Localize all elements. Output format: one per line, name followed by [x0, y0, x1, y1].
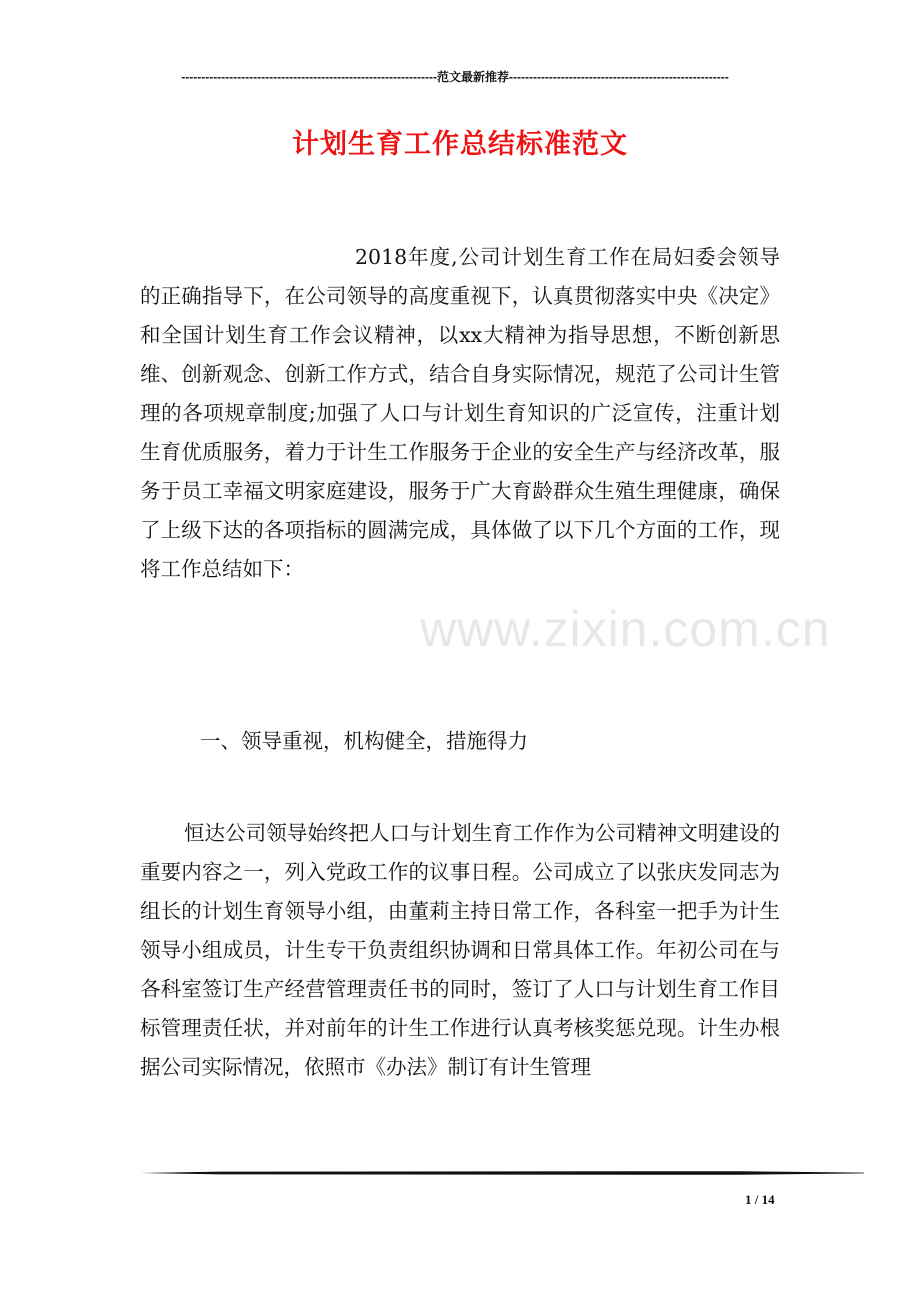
- header-banner: ----------------------------------------------------------------范文最新推荐-------------------------------------------------------: [181, 70, 729, 84]
- section-paragraph: 恒达公司领导始终把人口与计划生育工作作为公司精神文明建设的重要内容之一，列入党政工作的议事日程。公司成立了以张庆发同志为组长的计划生育领导小组，由董莉主持日常工作，各科室一把手为计生领导小组成员，计生专干负责组织协调和日常具体工作。年初公司在与各科室签订生产经营管理责任书的同时，签订了人口与计划生育工作目标管理责任状，并对前年的计生工作进行认真考核奖惩兑现。计生办根据公司实际情况，依照市《办法》制订有计生管理: [140, 821, 780, 1079]
- watermark-text: www.zixin.com.cn: [420, 601, 831, 657]
- footer-rule: [140, 1171, 864, 1175]
- section-heading: 一、领导重视，机构健全，措施得力: [200, 729, 528, 753]
- document-title: 计划生育工作总结标准范文: [292, 129, 628, 160]
- page-number: 1 / 14: [745, 1192, 775, 1207]
- intro-paragraph: 2018年度,公司计划生育工作在局妇委会领导的正确指导下，在公司领导的高度重视下，认真贯彻落实中央《决定》和全国计划生育工作会议精神，以xx大精神为指导思想，不断创新思维、创新观念、创新工作方式，结合自身实际情况，规范了公司计生管理的各项规章制度;加强了人口与计划生育知识的广泛宣传，注重计划生育优质服务，着力于计生工作服务于企业的安全生产与经济改革，服务于员工幸福文明家庭建设，服务于广大育龄群众生殖生理健康，确保了上级下达的各项指标的圆满完成，具体做了以下几个方面的工作，现将工作总结如下：: [140, 245, 780, 581]
